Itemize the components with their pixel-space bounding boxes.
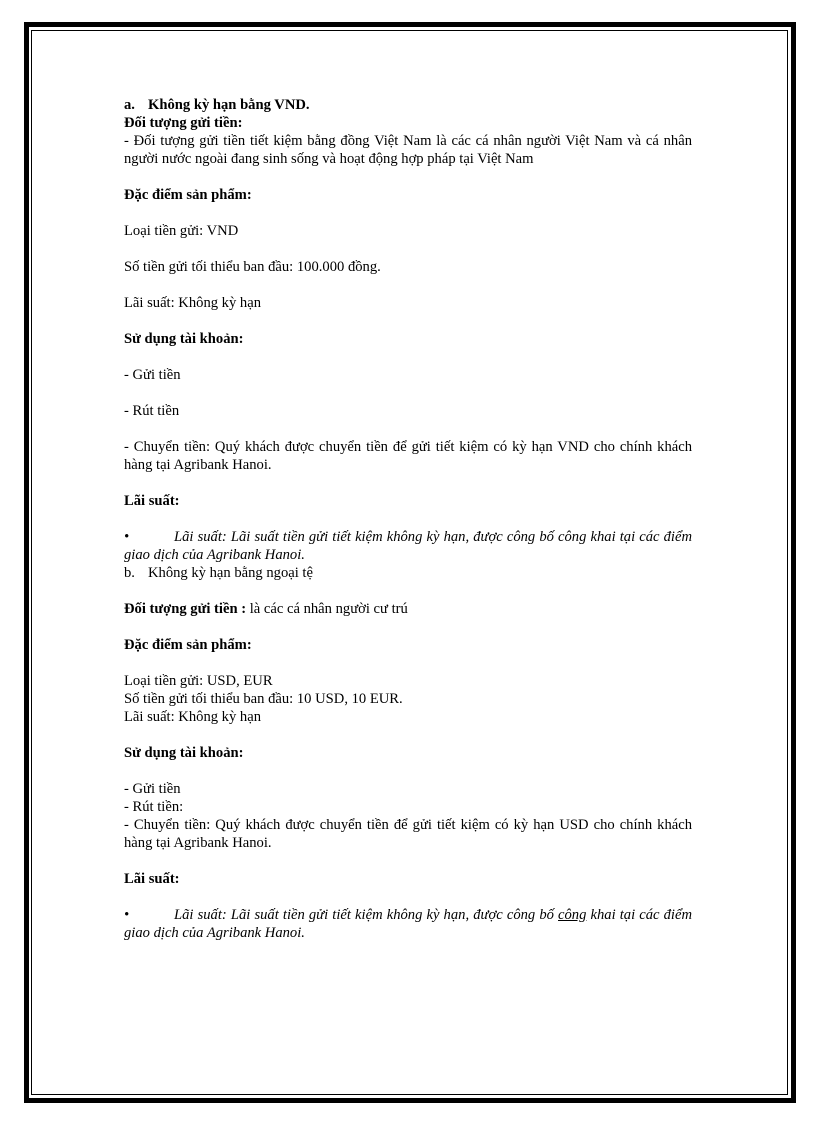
section-a-rate-heading: Lãi suất: — [124, 493, 180, 509]
section-b-marker: b. — [124, 565, 135, 581]
section-a-target-text: - Đối tượng gửi tiền tiết kiệm bằng đồng Việt Nam là các cá nhân người Việt Nam và cá nhân người nước ngoài đang sinh sống và hoạt động hợp pháp tại Việt Nam — [124, 133, 692, 167]
section-a-rate-type: Lãi suất: Không kỳ hạn — [124, 295, 261, 311]
section-b-usage-transfer: - Chuyển tiền: Quý khách được chuyển tiền để gửi tiết kiệm có kỳ hạn USD cho chính khách hàng tại Agribank Hanoi. — [124, 817, 692, 851]
section-b-rate-bullet-item — [124, 906, 692, 942]
bullet-icon: • — [124, 529, 130, 545]
section-b-target — [124, 600, 692, 618]
section-b-features-heading: Đặc điểm sản phẩm: — [124, 637, 252, 653]
section-a-rate-text: Lãi suất: Lãi suất tiền gửi tiết kiệm không kỳ hạn, được công bố công khai tại các điểm giao dịch của Agribank Hanoi. — [124, 529, 692, 563]
section-b-rate-text-underlined: công — [558, 907, 587, 923]
section-a-usage-transfer: - Chuyển tiền: Quý khách được chuyển tiền để gửi tiết kiệm có kỳ hạn VND cho chính khách hàng tại Agribank Hanoi. — [124, 439, 692, 473]
document-body — [124, 96, 692, 942]
section-b-target-heading: Đối tượng gửi tiền : — [124, 601, 247, 617]
section-b-min-deposit: Số tiền gửi tối thiểu ban đầu: 10 USD, 10 EUR. — [124, 691, 403, 707]
section-b-rate-type: Lãi suất: Không kỳ hạn — [124, 709, 261, 725]
section-b-title-text: Không kỳ hạn bằng ngoại tệ — [148, 565, 313, 581]
section-b-rate-heading: Lãi suất: — [124, 871, 180, 887]
section-b-target-text: là các cá nhân người cư trú — [246, 601, 408, 617]
section-a-min-deposit: Số tiền gửi tối thiểu ban đầu: 100.000 đồng. — [124, 259, 381, 275]
section-b-currency: Loại tiền gửi: USD, EUR — [124, 673, 273, 689]
section-b-usage-withdraw: - Rút tiền: — [124, 799, 184, 815]
section-a-currency: Loại tiền gửi: VND — [124, 223, 239, 239]
section-a-rate-bullet-item — [124, 528, 692, 564]
section-a-title — [124, 96, 692, 114]
section-a-features-heading: Đặc điểm sản phẩm: — [124, 187, 252, 203]
section-a-usage-withdraw: - Rút tiền — [124, 403, 180, 419]
section-b-title — [124, 564, 692, 582]
section-b-rate-text-2: khai tại các điểm giao dịch của Agribank Hanoi. — [124, 907, 692, 941]
section-a-target-heading: Đối tượng gửi tiền: — [124, 115, 243, 131]
bullet-icon: • — [124, 907, 130, 923]
section-b-usage-heading: Sử dụng tài khoản: — [124, 745, 244, 761]
section-a-usage-deposit: - Gửi tiền — [124, 367, 181, 383]
section-b-usage-deposit: - Gửi tiền — [124, 781, 181, 797]
section-a-usage-heading: Sử dụng tài khoản: — [124, 331, 244, 347]
section-b-rate-text-1: Lãi suất: Lãi suất tiền gửi tiết kiệm không kỳ hạn, được công bố — [174, 907, 559, 923]
section-a-title-text: Không kỳ hạn bằng VND. — [148, 97, 310, 113]
section-a-marker: a. — [124, 97, 135, 113]
